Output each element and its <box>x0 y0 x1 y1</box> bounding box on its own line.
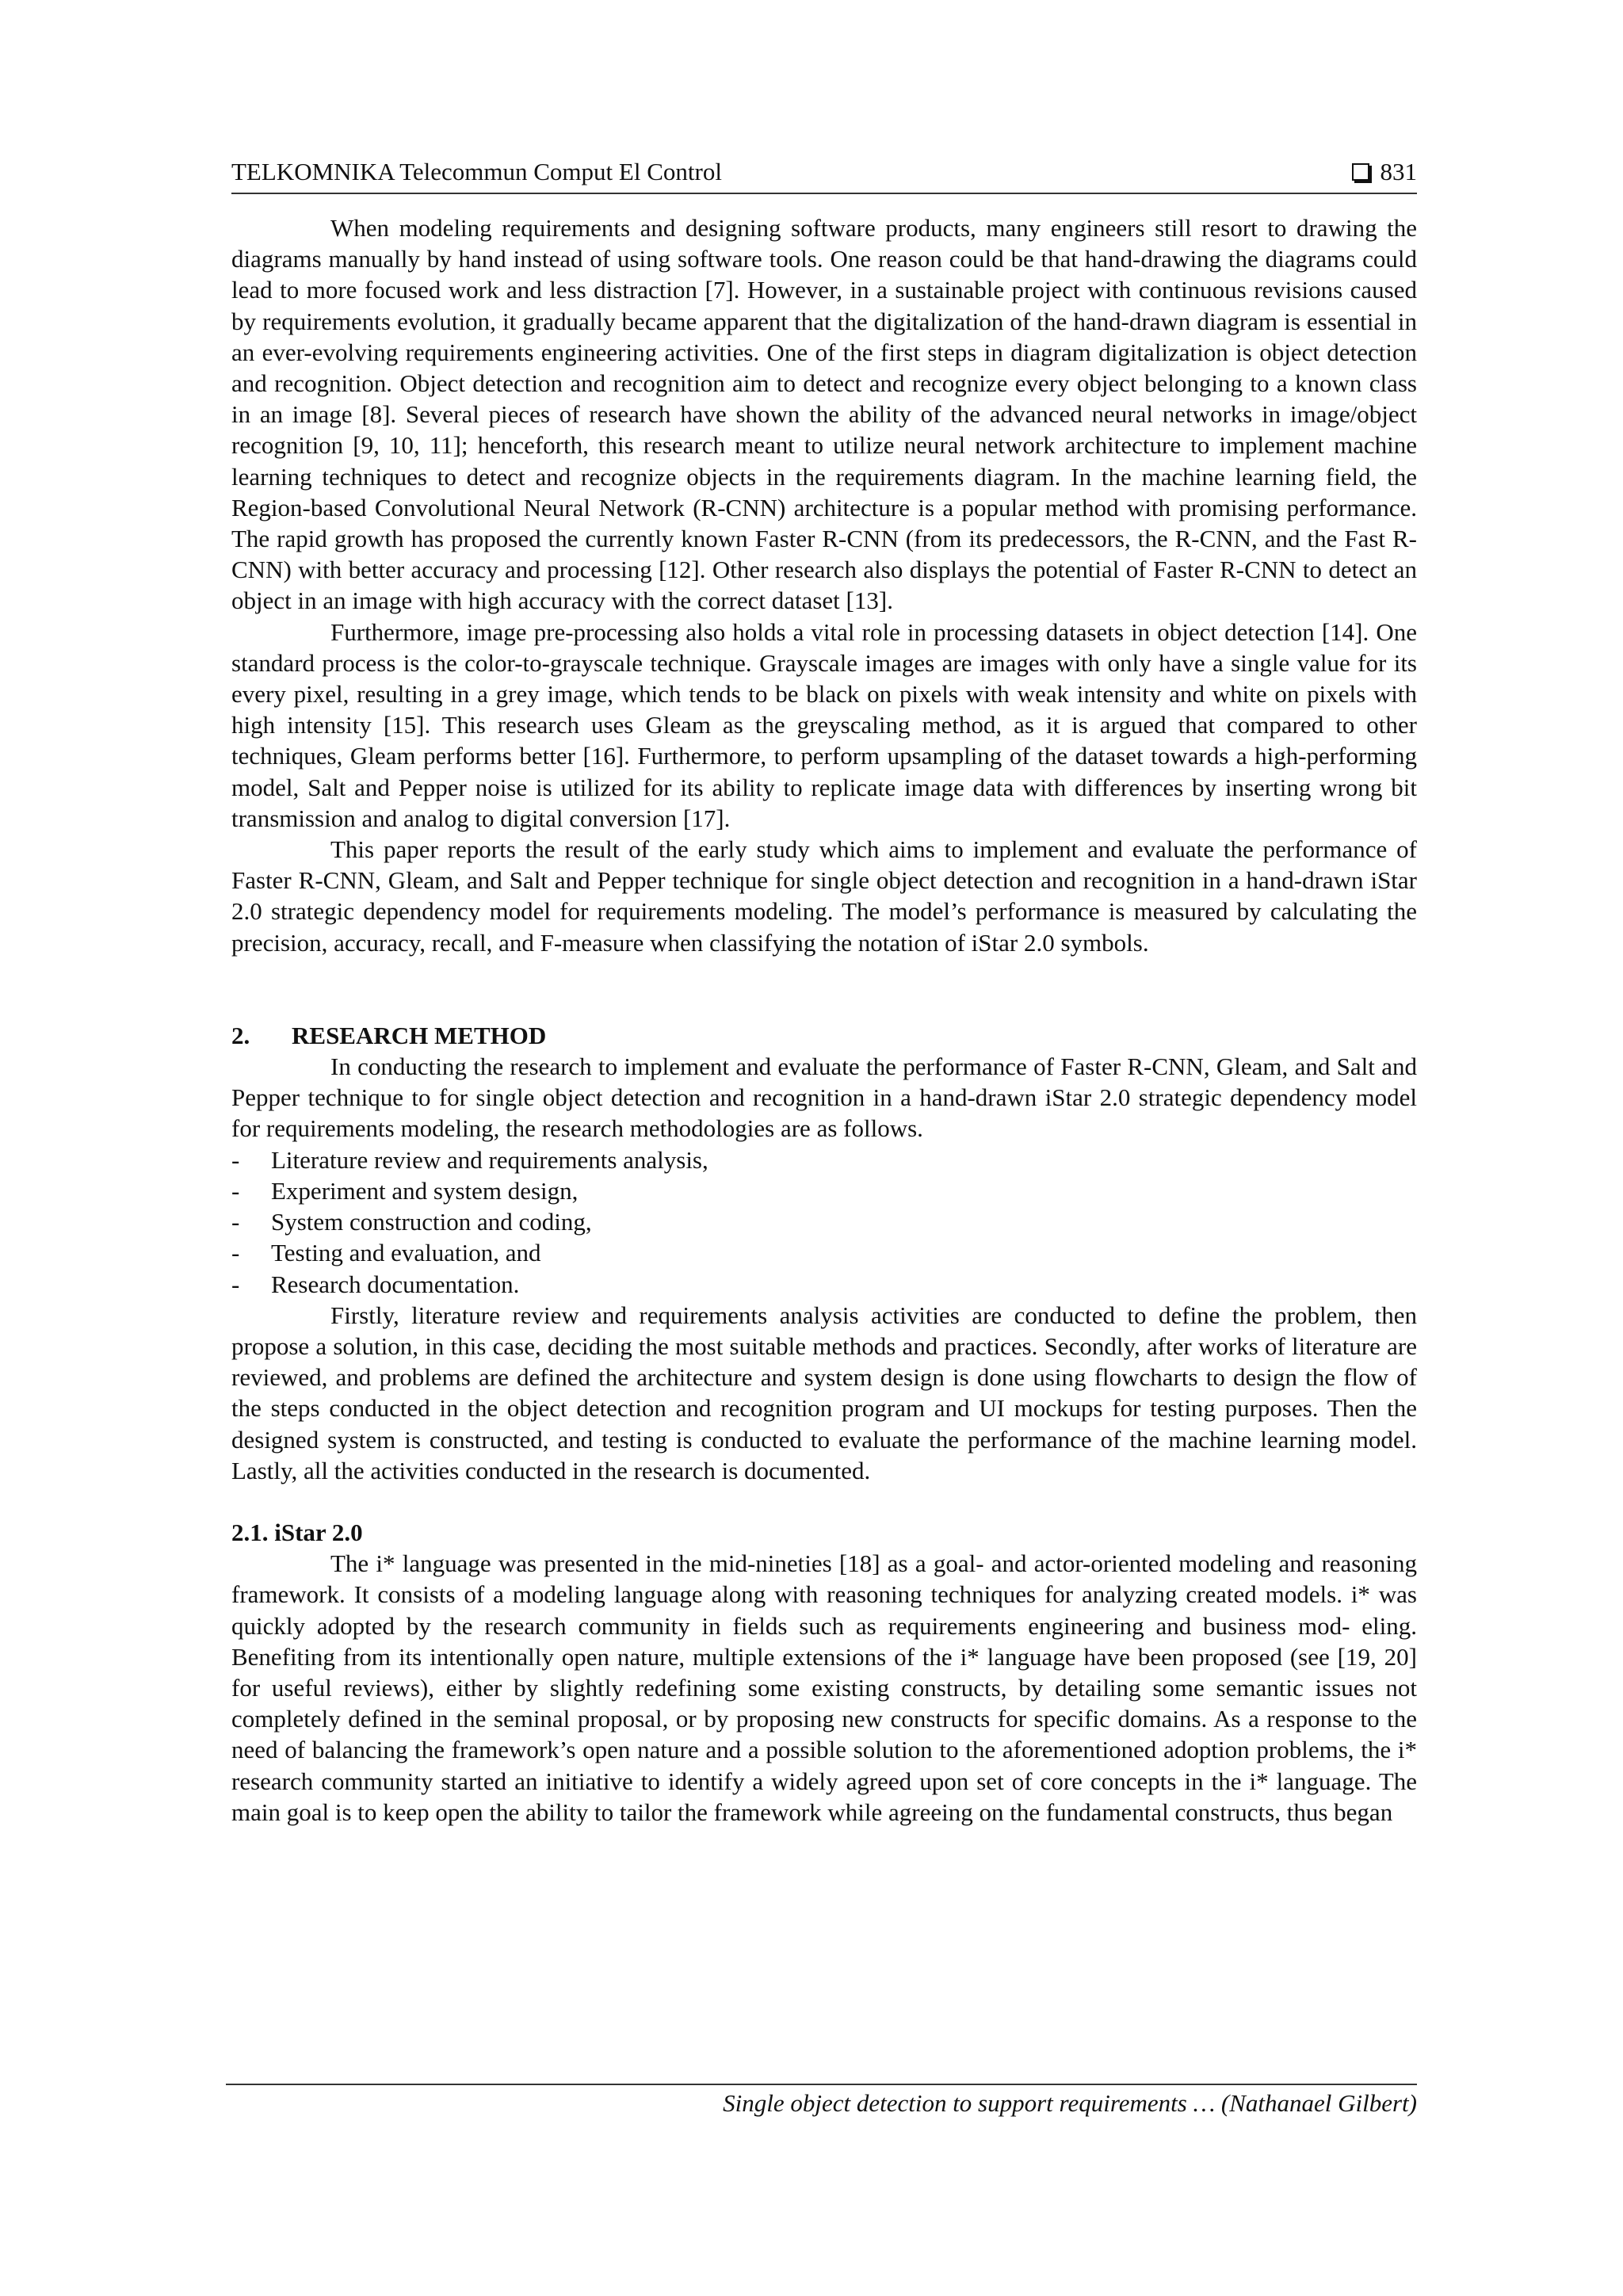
list-item: - Research documentation. <box>231 1270 520 1298</box>
list-item: - System construction and coding, <box>231 1208 592 1236</box>
footer-rule <box>226 2084 1417 2085</box>
page-header <box>231 153 1417 194</box>
checkbox-icon <box>1352 163 1369 181</box>
list-item: - Experiment and system design, <box>231 1176 579 1205</box>
intro-paragraph-1: When modeling requirements and designing software products, many engineers still resort to drawing the diagrams manually by hand instead of using software tools. One reason could be that hand-drawing the diagrams could lead to more focused work and less distraction [7]. However, in a sustainable project with continuous revisions caused by requirements evolution, it gradually became apparent that the digitalization of the hand-drawn diagram is essential in an ever-evolving requirements engineering activities. One of the first steps in diagram digitalization is object detection and recognition. Object detection and recognition aim to detect and recognize every object belonging to a known class in an image [8]. Several pieces of research have shown the ability of the advanced neural networks in image/object recognition [9, 10, 11]; henceforth, this research meant to utilize neural network architecture to implement machine learning techniques to detect and recognize objects in the requirements diagram. In the machine learning field, the Region-based Convolutional Neural Network (R-CNN) architecture is a popular method with promising performance. The rapid growth has proposed the currently known Faster R-CNN (from its predecessors, the R-CNN, and the Fast R-CNN) with better accuracy and processing [12]. Other research also displays the potential of Faster R-CNN to detect an object in an image with high accuracy with the correct dataset [13]. <box>231 214 1417 615</box>
section-number: 2. <box>231 1021 250 1049</box>
page-body <box>231 212 1417 1828</box>
running-footer: Single object detection to support requirements … (Nathanael Gilbert) <box>723 2089 1417 2117</box>
list-item: - Literature review and requirements analysis, <box>231 1145 708 1174</box>
journal-title: TELKOMNIKA Telecommun Comput El Control <box>231 158 722 185</box>
section-2-heading <box>231 1020 1417 1051</box>
intro-paragraph-3: This paper reports the result of the early study which aims to implement and evaluate the performance of Faster R-CNN, Gleam, and Salt and Pepper technique for single object detection and recognition in a hand-drawn iStar 2.0 strategic dependency model for requirements modeling. The model’s performance is measured by calculating the precision, accuracy, recall, and F-measure when classifying the notation of iStar 2.0 symbols. <box>231 835 1417 957</box>
intro-paragraph-2: Furthermore, image pre-processing also holds a vital role in processing datasets in object detection [14]. One standard process is the color-to-grayscale technique. Grayscale images are images with only have a single value for its every pixel, resulting in a grey image, which tends to be black on pixels with weak intensity and white on pixels with high intensity [15]. This research uses Gleam as the greyscaling method, as it is argued that compared to other techniques, Gleam performs better [16]. Furthermore, to perform upsampling of the dataset towards a high-performing model, Salt and Pepper noise is utilized for its ability to replicate image data with differences by inserting wrong bit transmission and analog to digital conversion [17]. <box>231 617 1417 832</box>
subsection-2-1-text: The i* language was presented in the mid-nineties [18] as a goal- and actor-oriented modeling and reasoning framework. It consists of a modeling language along with reasoning techniques for analyzing created models. i* was quickly adopted by the research community in fields such as requirements engineering and business mod- eling. Benefiting from its intentionally open nature, multiple extensions of the i* language have been proposed (see [19, 20] for useful reviews), either by slightly redefining some existing constructs, by detailing some semantic issues not completely defined in the seminal proposal, or by proposing new constructs for specific domains. As a response to the need of balancing the framework’s open nature and a possible solution to the aforementioned adoption problems, the i* research community started an initiative to identify a widely agreed upon set of core concepts in the i* language. The main goal is to keep open the ability to tailor the framework while agreeing on the fundamental constructs, thus began <box>231 1549 1417 1826</box>
list-item: - Testing and evaluation, and <box>231 1239 541 1267</box>
page-number-group <box>1352 158 1418 186</box>
page-number: 831 <box>1380 158 1417 185</box>
methodology-list <box>231 1144 1417 1300</box>
subsection-2-1-heading: 2.1. iStar 2.0 <box>231 1518 363 1546</box>
section-title: RESEARCH METHOD <box>292 1021 547 1049</box>
section-2-intro: In conducting the research to implement and evaluate the performance of Faster R-CNN, Gleam, and Salt and Pepper technique to for single object detection and recognition in a hand-drawn iStar 2.0 strategic dependency model for requirements modeling, the research methodologies are as follows. <box>231 1052 1417 1143</box>
section-2-closing: Firstly, literature review and requirements analysis activities are conducted to define the problem, then propose a solution, in this case, deciding the most suitable methods and practices. Secondly, after works of literature are reviewed, and problems are defined the architecture and system design is done using flowcharts to design the flow of the steps conducted in the object detection and recognition program and UI mockups for testing purposes. Then the designed system is constructed, and testing is conducted to evaluate the performance of the machine learning model. Lastly, all the activities conducted in the research is documented. <box>231 1301 1417 1484</box>
